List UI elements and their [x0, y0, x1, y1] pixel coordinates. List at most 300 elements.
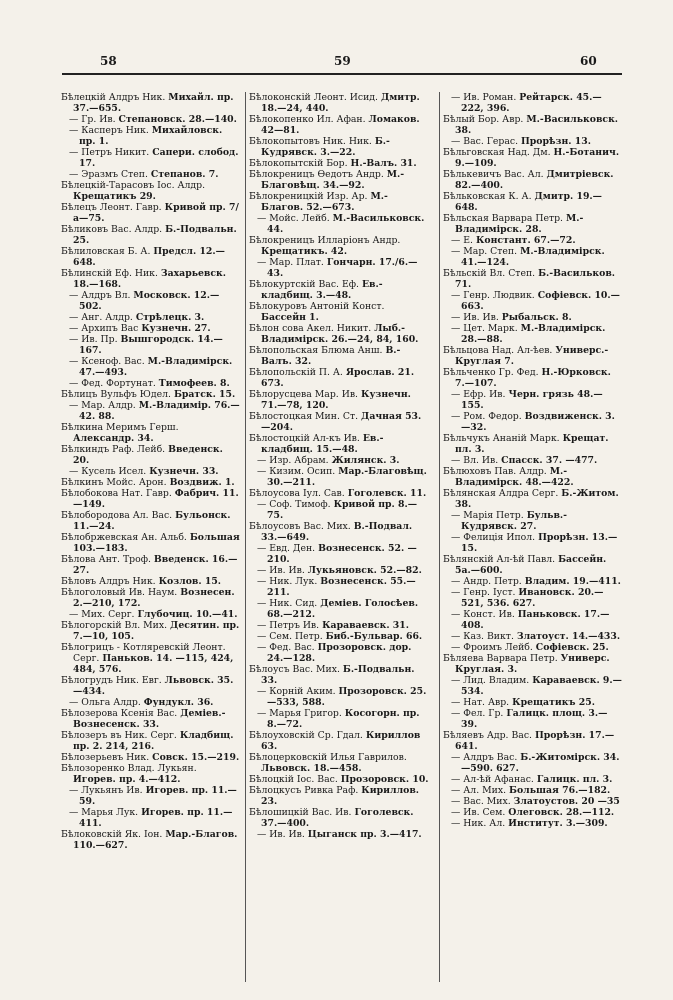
- entry-address: Б.-Подвальн. 25.: [73, 224, 237, 246]
- directory-entry: [443, 114, 623, 136]
- entry-name: — Анг. Алдр.: [69, 312, 133, 323]
- entry-address: Крещат. пл. 3.: [455, 433, 609, 455]
- entry-address: Кузнечн. 33.: [149, 466, 219, 477]
- directory-entry: [443, 785, 623, 796]
- entry-address: М.-Васильковск. 44.: [267, 213, 425, 235]
- entry-name: — Эразмъ Степ.: [69, 169, 148, 180]
- entry-name: — Фед. Фортунат.: [69, 378, 156, 389]
- directory-entry: [249, 169, 429, 191]
- entry-name: Бѣлокопытовъ Ник. Ник.: [249, 136, 372, 147]
- directory-entry: [443, 433, 623, 455]
- directory-entry: [61, 675, 241, 697]
- directory-entry: [443, 147, 623, 169]
- directory-entry: [249, 367, 429, 389]
- entry-name: — Конст. Ив.: [451, 609, 515, 620]
- entry-name: — Кусель Исел.: [69, 466, 147, 477]
- entry-name: — Ив. Роман.: [451, 92, 517, 103]
- entry-address: Захарьевск. 18.—168.: [73, 268, 226, 290]
- entry-address: Совск. 15.—219.: [152, 752, 240, 763]
- directory-entry: [61, 180, 241, 202]
- entry-address: Ломаков. 42—81.: [261, 114, 420, 136]
- entry-name: — Фед. Вас.: [257, 642, 315, 653]
- directory-entry: [249, 323, 429, 345]
- entry-address: Бульв.-Кудрявск. 27.: [461, 510, 568, 532]
- entry-name: Бѣльская Варвара Петр.: [443, 213, 563, 224]
- entry-name: — Марія Петр.: [451, 510, 524, 521]
- entry-name: Бѣлопольская Блюма Анш.: [249, 345, 383, 356]
- directory-entry: [443, 576, 623, 587]
- entry-name: Бѣлицъ Вульфъ Юдел.: [61, 389, 171, 400]
- directory-entry: [249, 235, 429, 257]
- directory-entry: [61, 466, 241, 477]
- header-rule: [62, 73, 622, 75]
- entry-name: — Вас. Мих.: [451, 796, 511, 807]
- entry-name: — Е.: [451, 235, 473, 246]
- directory-entry: [61, 708, 241, 730]
- directory-entry: [443, 213, 623, 235]
- entry-address: Прозоровск. 25.—533, 588.: [267, 686, 427, 708]
- entry-address: М.-Владимірск. 41.—124.: [461, 246, 605, 268]
- entry-name: Бѣлокреницъ Илларіонъ Андр.: [249, 235, 401, 246]
- entry-name: — Мар. Плат.: [257, 257, 324, 268]
- directory-entry: [61, 829, 241, 851]
- entry-name: — Ал. Мих.: [451, 785, 507, 796]
- entry-address: Б.-Житом. 38.: [455, 488, 619, 510]
- directory-entry: [249, 708, 429, 730]
- directory-entry: [61, 697, 241, 708]
- entry-name: — Изр. Абрам.: [257, 455, 329, 466]
- directory-entry: [443, 532, 623, 554]
- entry-address: Мар.-Благов. 110.—627.: [73, 829, 238, 851]
- entry-address: М.-Владимір. 76.—42. 88.: [79, 400, 240, 422]
- entry-address: Деміев.- Вознесенск. 33.: [73, 708, 226, 730]
- entry-name: — Генр. Людвик.: [451, 290, 535, 301]
- directory-entry: [443, 169, 623, 191]
- entry-name: Бѣлошицкій Вас. Ив.: [249, 807, 352, 818]
- entry-name: — Ал-ѣй Афанас.: [451, 774, 534, 785]
- entry-address: Кривой пр. 7/а—75.: [73, 202, 239, 224]
- entry-name: Бѣлокуровъ Антоній Конст.: [249, 301, 385, 312]
- directory-entry: [443, 466, 623, 488]
- entry-address: Златоуст. 14.—433.: [516, 631, 621, 642]
- entry-name: Бѣлокопытскій Бор.: [249, 158, 348, 169]
- entry-name: Бѣлянскій Ал-ѣй Павл.: [443, 554, 556, 565]
- directory-entry: [249, 411, 429, 433]
- directory-entry: [249, 389, 429, 411]
- entry-address: Прорѣзн. 17.—641.: [455, 730, 615, 752]
- directory-entry: [61, 477, 241, 488]
- entry-name: — Лукьянъ Ив.: [69, 785, 143, 796]
- entry-address: Стрѣлецк. 3.: [135, 312, 205, 323]
- directory-entry: [443, 455, 623, 466]
- entry-address: Дачная 53.—204.: [261, 411, 422, 433]
- directory-entry: [249, 785, 429, 807]
- directory-entry: [443, 642, 623, 653]
- entry-address: Гоголевск. 11.: [347, 488, 427, 499]
- entry-address: Златоустов. 20 —35: [513, 796, 620, 807]
- entry-name: — Петръ Ив.: [257, 620, 320, 631]
- entry-name: Бѣлогрудъ Ник. Евг.: [61, 675, 162, 686]
- entry-name: Бѣлоуховскій Ср. Гдал.: [249, 730, 363, 741]
- directory-entry: [61, 642, 241, 675]
- entry-name: — Касперъ Ник.: [69, 125, 149, 136]
- entry-address: Михайловск. пр. 1.: [79, 125, 223, 147]
- entry-name: — Кизим. Осип.: [257, 466, 336, 477]
- entry-name: — Ив. Сем.: [451, 807, 506, 818]
- entry-address: Прозоровск. 10.: [340, 774, 429, 785]
- entry-address: Кривой пр. 8.—75.: [267, 499, 418, 521]
- entry-name: Бѣлянская Алдра Серг.: [443, 488, 559, 499]
- directory-entry: [443, 389, 623, 411]
- entry-address: Кириллов. 23.: [261, 785, 420, 807]
- entry-address: Косогорн. пр. 8.—72.: [267, 708, 420, 730]
- entry-address: Глубочиц. 10.—41.: [137, 609, 238, 620]
- entry-address: М.-Владимірск. 48.—422.: [455, 466, 574, 488]
- entry-address: Кузнечн. 27.: [141, 323, 211, 334]
- entry-address: Черн. грязь 48.—155.: [461, 389, 603, 411]
- directory-entry: [61, 246, 241, 268]
- directory-entry: [249, 752, 429, 774]
- entry-address: М.-Благовѣщ. 34.—92.: [261, 169, 405, 191]
- directory-entry: [443, 290, 623, 312]
- entry-address: Спасск. 37. —477.: [501, 455, 598, 466]
- directory-entry: [249, 136, 429, 158]
- entry-address: Ев.-кладбищ. 15.—48.: [261, 433, 384, 455]
- entry-address: Дмитр. 19.—648.: [455, 191, 602, 213]
- directory-entry: [443, 312, 623, 323]
- entry-address: Воздвиж. 1.: [169, 477, 235, 488]
- entry-address: М.-Владимірск. 28.—88.: [461, 323, 606, 345]
- entry-name: — Ольга Алдр.: [69, 697, 141, 708]
- directory-entry: [443, 411, 623, 433]
- entry-name: — Мих. Серг.: [69, 609, 135, 620]
- directory-entry: [249, 642, 429, 664]
- entry-name: — Ник. Сид.: [257, 598, 318, 609]
- directory-entry: [249, 213, 429, 235]
- entry-name: Бѣлобокова Нат. Гавр.: [61, 488, 172, 499]
- entry-address: Александр. 34.: [73, 433, 154, 444]
- entry-address: Софіевск. 10.—663.: [461, 290, 620, 312]
- entry-address: Прорѣзн. 13.: [521, 136, 591, 147]
- entry-address: М.-Благов. 52.—673.: [261, 191, 388, 213]
- entry-name: Бѣлкина Меримъ Герш.: [61, 422, 179, 433]
- entry-address: Фундукл. 36.: [143, 697, 214, 708]
- entry-address: Констант. 67.—72.: [475, 235, 576, 246]
- entry-address: Софіевск. 25.: [535, 642, 609, 653]
- entry-address: Бассейн. 5а.—600.: [455, 554, 607, 576]
- directory-entry: [443, 631, 623, 642]
- directory-entry: [443, 367, 623, 389]
- directory-entry: [61, 444, 241, 466]
- directory-entry: [249, 499, 429, 521]
- directory-entry: [443, 587, 623, 609]
- directory-entry: [443, 345, 623, 367]
- directory-entry: [61, 587, 241, 609]
- directory-entry: [61, 422, 241, 444]
- entry-address: Караваевск. 31.: [322, 620, 409, 631]
- entry-name: Бѣловъ Алдръ Ник.: [61, 576, 156, 587]
- entry-address: Введенск. 20.: [73, 444, 223, 466]
- entry-address: М.-Владимірск. 28.: [455, 213, 584, 235]
- entry-name: Бѣлокреницкій Изр. Ар.: [249, 191, 368, 202]
- entry-address: Игорев. пр. 4.—412.: [73, 774, 181, 785]
- directory-entry: [249, 829, 429, 840]
- directory-entry: [61, 510, 241, 532]
- directory-entry: [443, 488, 623, 510]
- directory-entry: [249, 455, 429, 466]
- directory-entry: [443, 796, 623, 807]
- entry-name: — Петръ Никит.: [69, 147, 150, 158]
- entry-name: Бѣлиловская Б. А.: [61, 246, 151, 257]
- entry-name: — Фроимъ Лейб.: [451, 642, 533, 653]
- entry-address: Львовск. 35.—434.: [73, 675, 234, 697]
- entry-address: Б.-Кудрявск. 3.—22.: [261, 136, 390, 158]
- directory-entry: [443, 136, 623, 147]
- directory-entry: [443, 246, 623, 268]
- entry-address: Братск. 15.: [173, 389, 236, 400]
- entry-name: — Фел. Гр.: [451, 708, 504, 719]
- entry-name: — Мойс. Лейб.: [257, 213, 330, 224]
- entry-address: М.-Васильковск. 38.: [455, 114, 619, 136]
- directory-entry: [61, 169, 241, 180]
- entry-name: — Марья Лук.: [69, 807, 139, 818]
- entry-address: Дмитріевск. 82.—400.: [455, 169, 614, 191]
- entry-address: Московск. 12.—502.: [79, 290, 220, 312]
- directory-entry: [61, 268, 241, 290]
- entry-name: Бѣлый Бор. Авр.: [443, 114, 524, 125]
- entry-address: Мар.-Благовѣщ. 30.—211.: [267, 466, 427, 488]
- column-divider: [245, 92, 246, 982]
- directory-entry: [61, 202, 241, 224]
- directory-entry: [249, 114, 429, 136]
- entry-address: Б.-Васильков. 71.: [455, 268, 616, 290]
- entry-name: — Вл. Ив.: [451, 455, 499, 466]
- directory-entry: [443, 730, 623, 752]
- entry-address: Воздвиженск. 3.—32.: [461, 411, 615, 433]
- entry-name: Бѣльцова Над. Ал-ѣев.: [443, 345, 553, 356]
- entry-name: Бѣлогорскій Вл. Мих.: [61, 620, 168, 631]
- entry-name: Бѣльговская Над. Дм.: [443, 147, 551, 158]
- entry-address: Галицк. площ. 3.—39.: [461, 708, 608, 730]
- entry-name: — Ив. Ив.: [257, 829, 305, 840]
- directory-entry: [61, 323, 241, 334]
- entry-name: — Ефр. Ив.: [451, 389, 506, 400]
- entry-address: Кладбищ. пр. 2. 214, 216.: [73, 730, 234, 752]
- directory-entry: [61, 730, 241, 752]
- entry-name: — Генр. Іуст.: [451, 587, 516, 598]
- directory-entry: [249, 301, 429, 323]
- entry-address: Галицк. пл. 3.: [536, 774, 613, 785]
- directory-entry: [249, 664, 429, 686]
- entry-name: — Евд. Ден.: [257, 543, 316, 554]
- directory-entry: [443, 235, 623, 246]
- entry-name: Бѣлоусова Іул. Сав.: [249, 488, 345, 499]
- entry-address: М.-Владимірск. 47.—493.: [79, 356, 233, 378]
- entry-address: Михайл. пр. 37.—655.: [73, 92, 234, 114]
- entry-address: Рыбальск. 8.: [501, 312, 572, 323]
- entry-address: Бассейн 1.: [261, 312, 319, 323]
- directory-entry: [61, 378, 241, 389]
- entry-address: Дмитр. 18.—24, 440.: [261, 92, 420, 114]
- entry-address: Сапери. слобод. 17.: [79, 147, 239, 169]
- entry-address: Владим. 19.—411.: [524, 576, 621, 587]
- column-2: [249, 92, 429, 990]
- directory-entry: [61, 389, 241, 400]
- entry-name: Бѣляевъ Адр. Вас.: [443, 730, 532, 741]
- directory-entry: [249, 158, 429, 169]
- directory-entry: [443, 697, 623, 708]
- directory-entry: [61, 400, 241, 422]
- entry-address: В.-Валъ. 32.: [261, 345, 401, 367]
- entry-name: — Марья Григор.: [257, 708, 342, 719]
- entry-address: Цыганск пр. 3.—417.: [307, 829, 422, 840]
- directory-entry: [249, 576, 429, 598]
- directory-entry: [249, 730, 429, 752]
- entry-name: — Гр. Ив.: [69, 114, 116, 125]
- directory-entry: [249, 257, 429, 279]
- entry-address: Введенск. 16.—27.: [73, 554, 238, 576]
- entry-name: — Ксеноф. Вас.: [69, 356, 145, 367]
- directory-entry: [443, 675, 623, 697]
- directory-entry: [443, 752, 623, 774]
- entry-name: — Корній Аким.: [257, 686, 336, 697]
- entry-name: — Цет. Марк.: [451, 323, 518, 334]
- entry-address: Большая 103.—183.: [73, 532, 240, 554]
- directory-entry: [249, 279, 429, 301]
- entry-name: — Архипъ Вас: [69, 323, 139, 334]
- entry-name: Бѣлоцерковскій Илья Гаврилов.: [249, 752, 407, 763]
- directory-entry: [443, 268, 623, 290]
- page-number-right: 60: [580, 54, 597, 68]
- entry-name: Бѣлозоренко Влад. Лукьян.: [61, 763, 197, 774]
- entry-name: — Соф. Тимоф.: [257, 499, 331, 510]
- entry-name: — Ник. Ал.: [451, 818, 506, 829]
- directory-entry: [61, 125, 241, 147]
- entry-name: — Мар. Алдр.: [69, 400, 136, 411]
- entry-name: Бѣлобородова Ал. Вас.: [61, 510, 173, 521]
- entry-name: Бѣлогрицъ - Котляревскій Леонт. Серг.: [61, 642, 226, 664]
- entry-address: Караваевск. 9.—534.: [461, 675, 622, 697]
- entry-name: — Каз. Викт.: [451, 631, 514, 642]
- directory-entry: [443, 807, 623, 818]
- directory-entry: [249, 774, 429, 785]
- entry-name: — Ник. Лук.: [257, 576, 318, 587]
- entry-address: Крещатикъ 25.: [512, 697, 595, 708]
- entry-address: Большая 76.—182.: [509, 785, 611, 796]
- directory-entry: [61, 92, 241, 114]
- entry-address: Игорев. пр. 11.—411.: [79, 807, 233, 829]
- entry-address: Ярослав. 21. 673.: [261, 367, 415, 389]
- directory-entry: [61, 147, 241, 169]
- column-1: [61, 92, 241, 990]
- directory-entry: [249, 345, 429, 367]
- entry-name: Бѣльчукъ Ананій Марк.: [443, 433, 560, 444]
- entry-name: — Алдръ Вас.: [451, 752, 518, 763]
- entry-address: Ивановск. 20.—521, 536. 627.: [461, 587, 604, 609]
- entry-address: Гоголевск. 37.—400.: [261, 807, 414, 829]
- entry-name: Бѣлостоцкій Ал-къ Ив.: [249, 433, 360, 444]
- entry-name: — Алдръ Вл.: [69, 290, 131, 301]
- entry-address: Кириллов 63.: [261, 730, 421, 752]
- directory-entry: [443, 774, 623, 785]
- directory-entry: [61, 334, 241, 356]
- directory-entry: [249, 620, 429, 631]
- entry-name: Бѣлобржевская Ан. Альб.: [61, 532, 187, 543]
- entry-name: Бѣликовъ Вас. Алдр.: [61, 224, 163, 235]
- entry-address: Предсл. 12.—648.: [73, 246, 225, 268]
- directory-entry: [61, 609, 241, 620]
- column-3: [443, 92, 623, 990]
- directory-entry: [443, 323, 623, 345]
- entry-name: Бѣлецъ Леонт. Гавр.: [61, 202, 162, 213]
- entry-address: Н.-Юрковск. 7.—107.: [455, 367, 611, 389]
- directory-entry: [443, 554, 623, 576]
- entry-address: Лукьяновск. 52.—82.: [307, 565, 422, 576]
- entry-name: — Андр. Петр.: [451, 576, 522, 587]
- directory-entry: [61, 554, 241, 576]
- entry-address: Десятин. пр. 7.—10, 105.: [73, 620, 240, 642]
- entry-name: Бѣлюховъ Пав. Алдр.: [443, 466, 547, 477]
- directory-entry: [443, 609, 623, 631]
- directory-entry: [249, 598, 429, 620]
- directory-entry: [249, 488, 429, 499]
- entry-address: Игорев. пр. 11.—59.: [79, 785, 237, 807]
- entry-address: Вознесен. 2.—210, 172.: [73, 587, 235, 609]
- entry-address: Вознесенск. 52. —210.: [267, 543, 417, 565]
- entry-address: Жилянск. 3.: [331, 455, 400, 466]
- entry-address: Н.-Валъ. 31.: [350, 158, 417, 169]
- directory-entry: [249, 521, 429, 543]
- entry-name: Бѣльковская К. А.: [443, 191, 532, 202]
- entry-name: Бѣляева Варвара Петр.: [443, 653, 558, 664]
- entry-name: — Нат. Авр.: [451, 697, 510, 708]
- entry-name: Бѣлоконскій Леонт. Исид.: [249, 92, 378, 103]
- directory-entry: [61, 752, 241, 763]
- entry-name: Бѣлецкій-Тарасовъ Іос. Алдр.: [61, 180, 206, 191]
- directory-entry: [61, 807, 241, 829]
- entry-name: Бѣлорусцева Мар. Ив.: [249, 389, 359, 400]
- entry-name: Бѣлова Ант. Троф.: [61, 554, 151, 565]
- entry-name: Бѣлозеръ въ Ник. Серг.: [61, 730, 177, 741]
- entry-address: Универс.-Круглая 7.: [455, 345, 609, 367]
- entry-name: — Лид. Владим.: [451, 675, 530, 686]
- entry-address: Олеговск. 28.—112.: [508, 807, 615, 818]
- entry-name: Бѣлозерова Ксенія Вас.: [61, 708, 178, 719]
- entry-address: Кузнечн. 71.—78, 120.: [261, 389, 411, 411]
- directory-entry: [249, 92, 429, 114]
- entry-name: Бѣлинскій Еф. Ник.: [61, 268, 158, 279]
- entry-address: Ев.-кладбищ. 3.—48.: [261, 279, 383, 301]
- entry-address: Паньков. 14. —115, 424, 484, 576.: [73, 653, 234, 675]
- entry-address: Гончарн. 17./6.—43.: [267, 257, 418, 279]
- entry-name: Бѣлецкій Алдръ Ник.: [61, 92, 166, 103]
- entry-name: — Ром. Федор.: [451, 411, 522, 422]
- directory-entry: [61, 785, 241, 807]
- entry-name: Бѣлопольскій П. А.: [249, 367, 343, 378]
- entry-name: — Ив. Ив.: [257, 565, 305, 576]
- entry-address: Б.-Житомірск. 34.—590. 627.: [461, 752, 620, 774]
- entry-name: Бѣльскій Вл. Степ.: [443, 268, 536, 279]
- directory-entry: [61, 576, 241, 587]
- entry-name: — Фелиція Ипол.: [451, 532, 536, 543]
- entry-address: Степановск. 28.—140.: [118, 114, 237, 125]
- directory-entry: [61, 356, 241, 378]
- entry-address: Фабрич. 11.—149.: [73, 488, 239, 510]
- entry-name: Бѣлоусъ Вас. Мих.: [249, 664, 340, 675]
- entry-name: Бѣлоцкусъ Ривка Раф.: [249, 785, 359, 796]
- entry-address: Биб.-Бульвар. 66.: [325, 631, 423, 642]
- entry-address: Паньковск. 17.—408.: [461, 609, 610, 631]
